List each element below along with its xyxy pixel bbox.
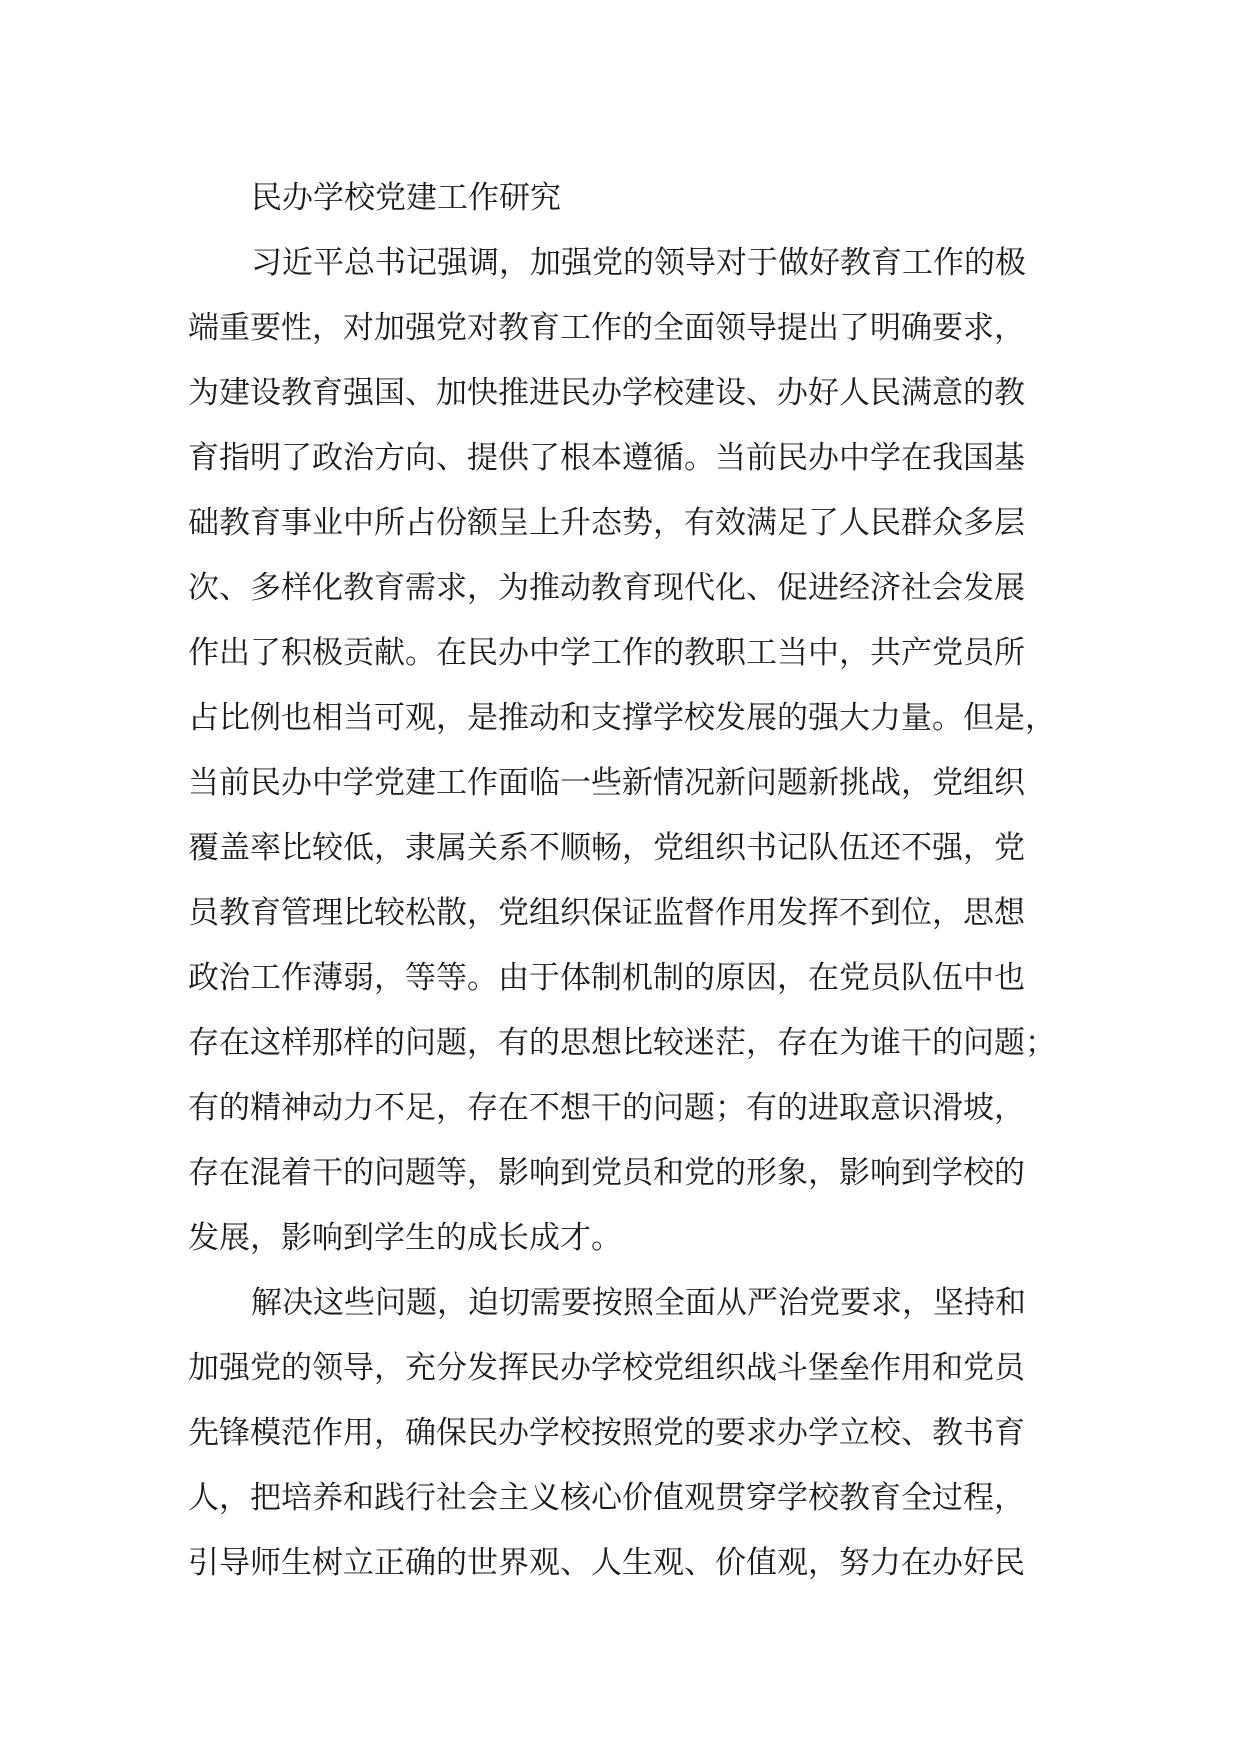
paragraph-line: 为建设教育强国、加快推进民办学校建设、办好人民满意的教 — [188, 375, 1025, 411]
paragraph-line: 解决这些问题，迫切需要按照全面从严治党要求，坚持和 — [251, 1285, 1026, 1321]
paragraph-line: 加强党的领导，充分发挥民办学校党组织战斗堡垒作用和党员 — [188, 1350, 1025, 1386]
paragraph-line: 有的精神动力不足，存在不想干的问题；有的进取意识滑坡， — [188, 1090, 1025, 1126]
paragraph-line: 发展，影响到学生的成长成才。 — [188, 1220, 622, 1256]
paragraph-line: 政治工作薄弱，等等。由于体制机制的原因，在党员队伍中也 — [188, 960, 1025, 996]
paragraph-2 — [188, 1271, 1088, 1596]
paragraph-line: 育指明了政治方向、提供了根本遵循。当前民办中学在我国基 — [188, 440, 1025, 476]
paragraph-line: 习近平总书记强调，加强党的领导对于做好教育工作的极 — [251, 245, 1026, 281]
paragraph-line: 引导师生树立正确的世界观、人生观、价值观，努力在办好民 — [188, 1545, 1025, 1581]
paragraph-line: 作出了积极贡献。在民办中学工作的教职工当中，共产党员所 — [188, 635, 1025, 671]
paragraph-line: 员教育管理比较松散，党组织保证监督作用发挥不到位，思想 — [188, 895, 1025, 931]
paragraph-1 — [188, 231, 1088, 1271]
paragraph-line: 占比例也相当可观，是推动和支撑学校发展的强大力量。但是， — [188, 700, 1056, 736]
paragraph-line: 人，把培养和践行社会主义核心价值观贯穿学校教育全过程， — [188, 1480, 1025, 1516]
document-title: 民办学校党建工作研究 — [251, 180, 561, 216]
paragraph-line: 存在混着干的问题等，影响到党员和党的形象，影响到学校的 — [188, 1155, 1025, 1191]
paragraph-line: 覆盖率比较低，隶属关系不顺畅，党组织书记队伍还不强，党 — [188, 830, 1025, 866]
paragraph-line: 础教育事业中所占份额呈上升态势，有效满足了人民群众多层 — [188, 505, 1025, 541]
paragraph-line: 当前民办中学党建工作面临一些新情况新问题新挑战，党组织 — [188, 765, 1025, 801]
paragraph-line: 次、多样化教育需求，为推动教育现代化、促进经济社会发展 — [188, 570, 1025, 606]
document-body — [188, 166, 1088, 1596]
paragraph-line: 存在这样那样的问题，有的思想比较迷茫，存在为谁干的问题； — [188, 1025, 1056, 1061]
paragraph-line: 端重要性，对加强党对教育工作的全面领导提出了明确要求， — [188, 310, 1025, 346]
paragraph-line: 先锋模范作用，确保民办学校按照党的要求办学立校、教书育 — [188, 1415, 1025, 1451]
